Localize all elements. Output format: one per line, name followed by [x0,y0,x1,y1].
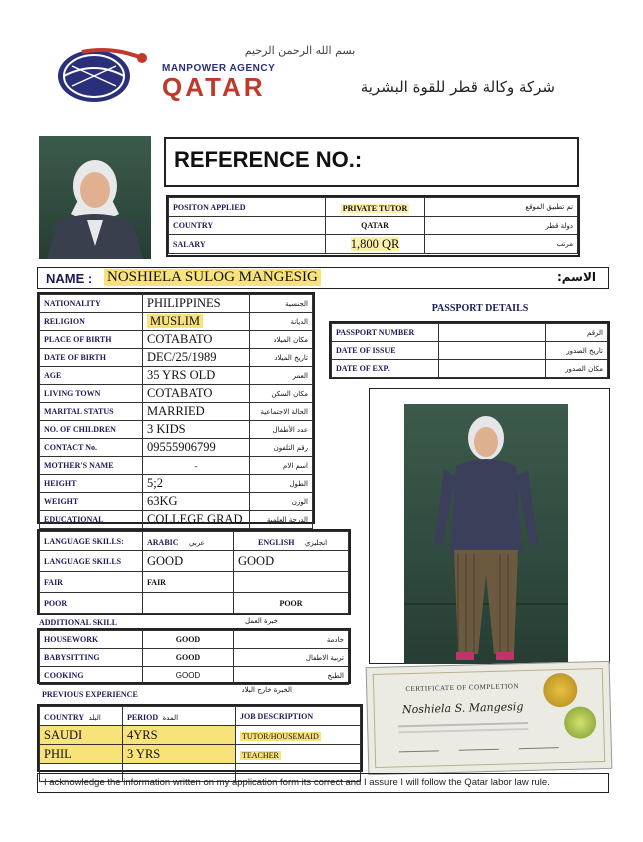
contact-value: 09555906799 [143,439,250,457]
name-bar [37,267,609,289]
living-town-arabic: مكان السكن [250,385,313,403]
language-row [40,551,349,572]
position-label: POSITON APPLIED [169,198,326,217]
issue-date-arabic: تاريخ الصدور [546,342,608,360]
babysitting-value: GOOD [143,649,234,667]
mothers-name-value: - [143,457,250,475]
date-of-birth-value: DEC/25/1989 [143,349,250,367]
cooking-label: COOKING [40,667,143,685]
english-language-label-ar: انجليزي [304,539,328,547]
issue-date-value [439,342,546,360]
passport-table [329,321,610,379]
experience-job: TEACHER [242,751,279,760]
nationality-value: PHILIPPINES [143,295,250,313]
poor-label: POOR [40,593,143,614]
name-arabic: الاسم: [556,270,596,284]
personal-row [40,385,313,403]
skill-row [40,667,349,685]
experience-row [40,726,361,745]
additional-skill-title-ar: خبرة العمل [245,617,278,625]
english-fair-value [234,572,349,593]
marital-status-value: MARRIED [143,403,250,421]
certificate-title: CERTIFICATE OF COMPLETION [405,682,520,694]
place-of-birth-value: COTABATO [143,331,250,349]
living-town-label: LIVING TOWN [40,385,143,403]
passport-row [332,324,608,342]
acknowledgement-text: I acknowledge the information written on my application form its correct and I assure I will follow the Qatar labor law rule. [44,777,550,788]
children-arabic: عدد الأطفال [250,421,313,439]
passport-number-value [439,324,546,342]
language-row [40,572,349,593]
name-label: NAME : [46,271,93,286]
country-header-ar: البلد [88,714,101,722]
experience-country: PHIL [40,745,123,764]
experience-row [40,745,361,764]
job-header: JOB DESCRIPTION [236,707,361,726]
arabic-language-label: ARABIC [147,538,179,547]
children-value: 3 KIDS [143,421,250,439]
weight-arabic: الوزن [250,493,313,511]
passport-row [332,342,608,360]
experience-period: 4YRS [123,726,236,745]
nationality-arabic: الجنسية [250,295,313,313]
mothers-name-arabic: اسم الام [250,457,313,475]
full-body-photo [404,404,568,664]
experience-country: SAUDI [40,726,123,745]
acknowledgement-box [37,773,609,793]
position-value: PRIVATE TUTOR [342,204,408,213]
passport-number-label: PASSPORT NUMBER [332,324,439,342]
weight-value: 63KG [143,493,250,511]
arabic-poor-value [143,593,234,614]
certificate-image [366,661,613,775]
previous-experience-title: PREVIOUS EXPERIENCE [42,690,138,699]
personal-row [40,421,313,439]
country-arabic: دولة قطر [425,217,578,235]
skill-row [40,631,349,649]
height-value: 5;2 [143,475,250,493]
contact-label: CONTACT No. [40,439,143,457]
housework-value: GOOD [143,631,234,649]
full-body-photo-frame [369,388,610,664]
profile-photo [39,136,151,259]
cooking-arabic: الطبخ [234,667,349,685]
personal-row [40,349,313,367]
education-arabic: الدرجة العلمية [250,511,313,529]
period-header-ar: المدة [162,714,179,722]
fair-label: FAIR [40,572,143,593]
country-value: QATAR [326,217,425,235]
salary-row [169,235,578,254]
height-arabic: الطول [250,475,313,493]
personal-row [40,493,313,511]
marital-status-arabic: الحالة الاجتماعية [250,403,313,421]
height-label: HEIGHT [40,475,143,493]
language-header-label: LANGUAGE SKILLS: [40,532,143,551]
contact-arabic: رقم التلفون [250,439,313,457]
name-value: NOSHIELA SULOG MANGESIG [104,269,321,286]
previous-experience-title-ar: الخبرة خارج البلاد [241,686,292,694]
personal-row [40,475,313,493]
age-arabic: العمر [250,367,313,385]
experience-table [37,704,363,772]
babysitting-arabic: تربية الاطفال [234,649,349,667]
position-row [169,198,578,217]
housework-label: HOUSEWORK [40,631,143,649]
issue-date-label: DATE OF ISSUE [332,342,439,360]
skill-row [40,649,349,667]
personal-row [40,439,313,457]
experience-job: TUTOR/HOUSEMAID [242,732,319,741]
bismillah-text: بسم الله الرحمن الرحيم [244,44,356,57]
position-arabic: تم تطبيق الموقع [425,198,578,217]
agency-name-line2: QATAR [162,72,266,102]
agency-name-line1: MANPOWER AGENCY [162,63,276,74]
additional-skill-table [37,628,351,684]
education-value: COLLEGE GRAD [143,511,250,529]
country-header: COUNTRY [44,713,85,722]
age-value: 35 YRS OLD [143,367,250,385]
weight-label: WEIGHT [40,493,143,511]
position-table [166,195,580,257]
age-label: AGE [40,367,143,385]
english-skill-value: GOOD [234,551,349,572]
religion-value: MUSLIM [147,314,203,328]
personal-row [40,331,313,349]
date-of-birth-arabic: تاريخ الميلاد [250,349,313,367]
country-row [169,217,578,235]
experience-period: 3 YRS [123,745,236,764]
expiry-date-arabic: مكان الصدور [546,360,608,378]
reference-box [164,137,579,187]
salary-label: SALARY [169,235,326,254]
mothers-name-label: MOTHER'S NAME [40,457,143,475]
period-header: PERIOD [127,713,159,722]
language-header-row [40,532,349,551]
personal-row [40,511,313,529]
english-language-label: ENGLISH [258,538,295,547]
marital-status-label: MARITAL STATUS [40,403,143,421]
date-of-birth-label: DATE OF BIRTH [40,349,143,367]
personal-row [40,403,313,421]
agency-name-arabic: شركة وكالة قطر للقوة البشرية [360,78,555,96]
personal-row [40,457,313,475]
personal-row [40,313,313,331]
salary-value: 1,800 QR [350,237,400,251]
housework-arabic: خادمة [234,631,349,649]
certificate-name: Noshiela S. Mangesig [401,700,524,717]
expiry-date-label: DATE OF EXP. [332,360,439,378]
personal-row [40,367,313,385]
place-of-birth-arabic: مكان الميلاد [250,331,313,349]
children-label: NO. OF CHILDREN [40,421,143,439]
cooking-value: GOOD [143,667,234,685]
arabic-skill-value: GOOD [143,551,234,572]
living-town-value: COTABATO [143,385,250,403]
experience-header-row [40,707,361,726]
passport-title: PASSPORT DETAILS [431,303,529,314]
salary-arabic: مرتب [425,235,578,254]
arabic-fair-value: FAIR [143,572,234,593]
agency-logo [52,40,152,106]
passport-number-arabic: الرقم [546,324,608,342]
arabic-language-label-ar: عربي [189,539,205,547]
language-row [40,593,349,614]
expiry-date-value [439,360,546,378]
language-skills-table [37,529,351,615]
passport-row [332,360,608,378]
babysitting-label: BABYSITTING [40,649,143,667]
religion-arabic: الديانة [250,313,313,331]
english-poor-value: POOR [234,593,349,614]
additional-skill-title: ADDITIONAL SKILL [39,618,118,627]
language-skills-label: LANGUAGE SKILLS [40,551,143,572]
place-of-birth-label: PLACE OF BIRTH [40,331,143,349]
nationality-label: NATIONALITY [40,295,143,313]
education-label: EDUCATIONAL [40,511,143,529]
personal-details-table [37,292,315,524]
personal-row [40,295,313,313]
country-label: COUNTRY [169,217,326,235]
reference-title: REFERENCE NO.: [174,147,363,172]
religion-label: RELIGION [40,313,143,331]
